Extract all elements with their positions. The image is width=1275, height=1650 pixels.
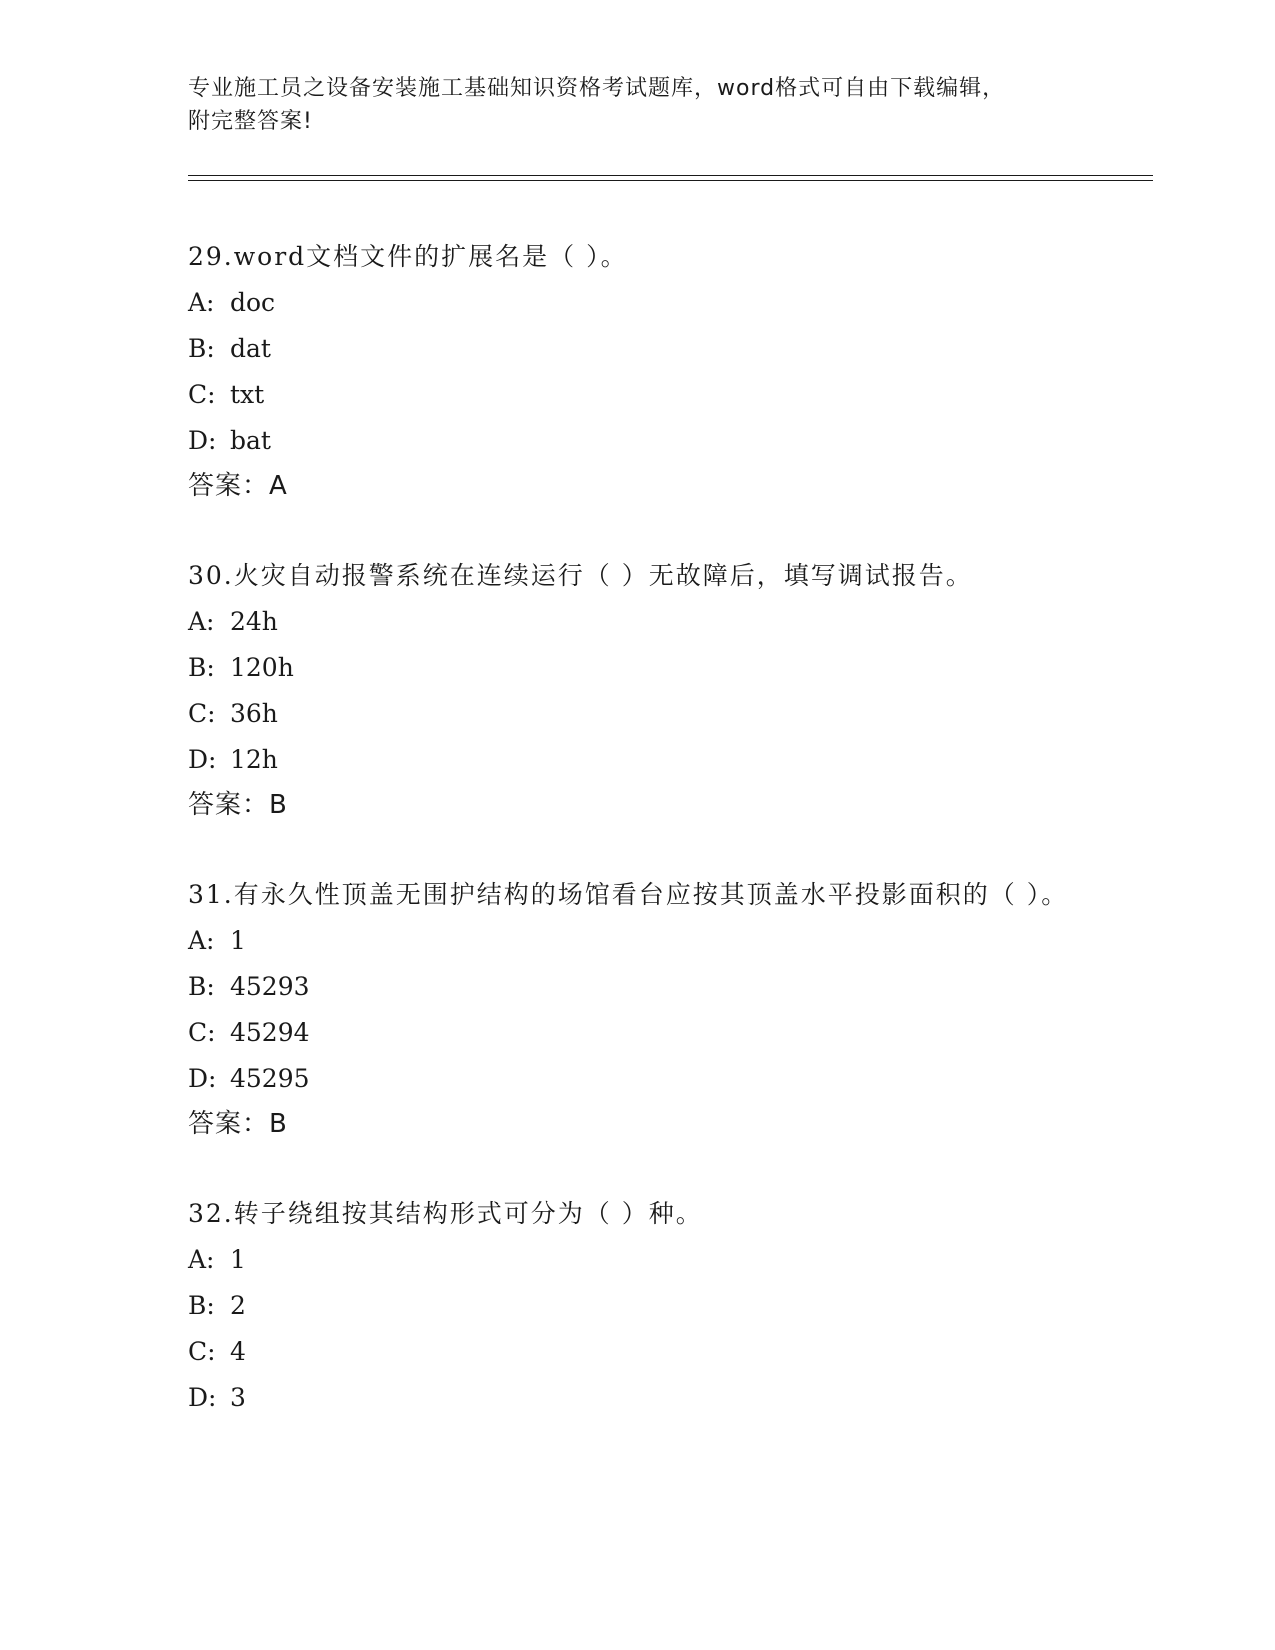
option-text: 36h xyxy=(230,699,278,728)
question-stem: 31.有永久性顶盖无围护结构的场馆看台应按其顶盖水平投影面积的（ ）。 xyxy=(188,880,1069,909)
option-key: D: xyxy=(188,1383,217,1412)
option-list xyxy=(188,1237,1088,1421)
option-item xyxy=(188,691,1088,737)
option-item xyxy=(188,1056,1088,1102)
option-key: D: xyxy=(188,745,217,774)
question-stem: 29.word文档文件的扩展名是（ ）。 xyxy=(188,242,628,271)
header-line-1: 专业施工员之设备安装施工基础知识资格考试题库，word格式可自由下载编辑， xyxy=(188,76,1006,101)
option-item xyxy=(188,418,1088,464)
option-key: B: xyxy=(188,334,215,363)
question-stem: 32.转子绕组按其结构形式可分为（ ）种。 xyxy=(188,1199,703,1228)
option-text: 45293 xyxy=(230,972,310,1001)
question-block xyxy=(188,553,1088,827)
question-block xyxy=(188,1191,1088,1421)
header-divider-bottom xyxy=(188,180,1153,181)
option-text: 12h xyxy=(230,745,278,774)
answer-line: 答案：B xyxy=(188,790,288,820)
option-item xyxy=(188,645,1088,691)
question-list xyxy=(188,234,1088,1466)
option-text: 4 xyxy=(230,1337,246,1366)
option-list xyxy=(188,599,1088,783)
option-item xyxy=(188,1237,1088,1283)
option-key: D: xyxy=(188,426,217,455)
option-text: 2 xyxy=(230,1291,246,1320)
header-line-2: 附完整答案! xyxy=(188,109,313,134)
option-text: doc xyxy=(230,288,276,317)
option-text: 24h xyxy=(230,607,278,636)
option-key: A: xyxy=(188,288,215,317)
option-key: C: xyxy=(188,1018,216,1047)
option-item xyxy=(188,280,1088,326)
option-item xyxy=(188,964,1088,1010)
option-item xyxy=(188,737,1088,783)
option-key: A: xyxy=(188,607,215,636)
document-header xyxy=(188,72,1088,138)
option-item xyxy=(188,1283,1088,1329)
option-text: 120h xyxy=(230,653,294,682)
option-key: B: xyxy=(188,1291,215,1320)
option-item xyxy=(188,918,1088,964)
option-item xyxy=(188,599,1088,645)
option-item xyxy=(188,1329,1088,1375)
option-key: D: xyxy=(188,1064,217,1093)
question-block xyxy=(188,872,1088,1146)
option-text: 1 xyxy=(230,926,246,955)
option-item xyxy=(188,1375,1088,1421)
question-block xyxy=(188,234,1088,508)
option-text: 45295 xyxy=(230,1064,310,1093)
option-key: B: xyxy=(188,972,215,1001)
option-key: A: xyxy=(188,1245,215,1274)
option-item xyxy=(188,1010,1088,1056)
answer-line: 答案：A xyxy=(188,471,288,501)
header-divider-top xyxy=(188,175,1153,176)
option-text: dat xyxy=(230,334,271,363)
option-text: 1 xyxy=(230,1245,246,1274)
option-item xyxy=(188,326,1088,372)
option-key: C: xyxy=(188,1337,216,1366)
option-text: 3 xyxy=(230,1383,246,1412)
answer-line: 答案：B xyxy=(188,1109,288,1139)
option-item xyxy=(188,372,1088,418)
option-key: C: xyxy=(188,699,216,728)
option-text: txt xyxy=(230,380,265,409)
option-key: C: xyxy=(188,380,216,409)
option-key: B: xyxy=(188,653,215,682)
option-list xyxy=(188,280,1088,464)
question-stem: 30.火灾自动报警系统在连续运行（ ）无故障后，填写调试报告。 xyxy=(188,561,973,590)
option-list xyxy=(188,918,1088,1102)
option-text: 45294 xyxy=(230,1018,310,1047)
option-key: A: xyxy=(188,926,215,955)
option-text: bat xyxy=(230,426,271,455)
